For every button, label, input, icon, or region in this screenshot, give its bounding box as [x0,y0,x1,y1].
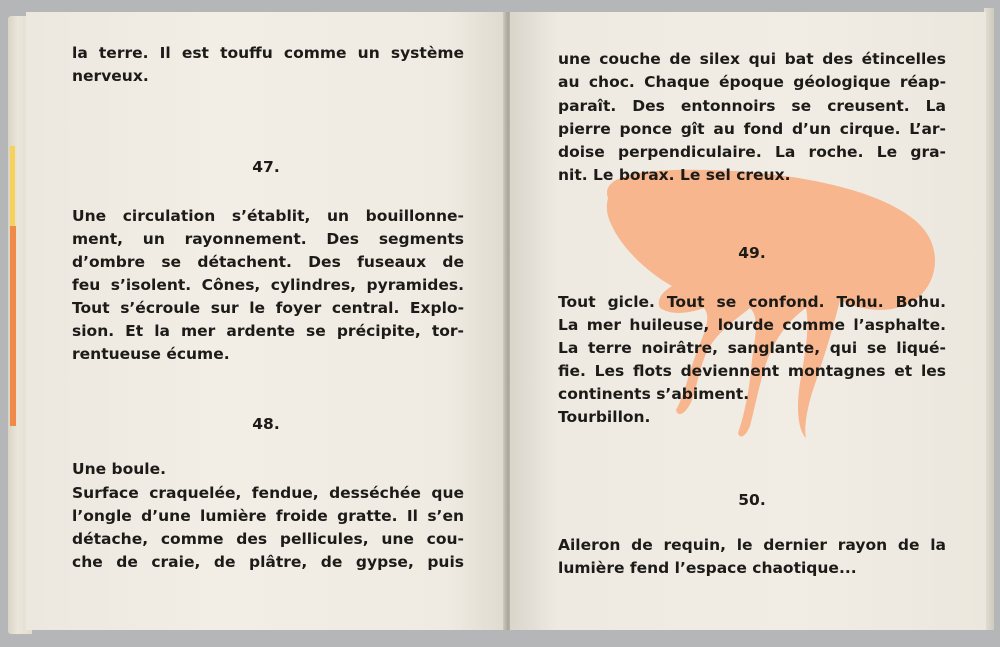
section-number-49: 49. [738,244,766,262]
right-carry-line-6: nit. Le borax. Le sel creux. [558,166,791,184]
text-line: che de craie, de plâtre, de gypse, puis [72,553,464,571]
text-line: La terre noirâtre, sanglante, qui se liqué- [558,339,946,357]
text-line: fie. Les flots deviennent montagnes et les [558,362,946,380]
text-line: sion. Et la mer ardente se précipite, tor- [72,322,464,340]
text-line: ment, un rayonnement. Des segments [72,230,464,248]
section-number-47: 47. [252,158,280,176]
text-line: l’ongle d’une lumière froide gratte. Il s’en [72,507,464,525]
text-line: feu s’isolent. Cônes, cylindres, pyramides. [72,276,464,294]
text-line: lumière fend l’espace chaotique... [558,559,857,577]
text-line: Aileron de requin, le dernier rayon de la [558,536,946,554]
text-line: Une circulation s’établit, un bouillonne- [72,207,464,225]
section-number-48: 48. [252,415,280,433]
right-carry-line-3: paraît. Des entonnoirs se creusent. La [558,97,946,115]
orange-page-edge [10,226,16,426]
text-line: détache, comme des pellicules, une cou- [72,530,464,548]
text-line: La mer huileuse, lourde comme l’asphalte. [558,316,946,334]
left-carry-line-2: nerveux. [72,67,149,85]
right-carry-line-4: pierre ponce gît au fond d’un cirque. L’ar- [558,120,946,138]
right-carry-line-2: au choc. Chaque époque géologique réap- [558,73,946,91]
yellow-page-edge [10,146,15,226]
text-line: rentueuse écume. [72,345,230,363]
text-line: Surface craquelée, fendue, desséchée que [72,484,464,502]
section-number-50: 50. [738,491,766,509]
text-line: Tourbillon. [558,408,651,426]
right-carry-line-5: doise perpendiculaire. La roche. Le gra- [558,143,946,161]
left-carry-line-1: la terre. Il est touffu comme un système [72,44,464,62]
text-line: Une boule. [72,460,167,478]
text-line: continents s’abiment. [558,385,750,403]
text-line: Tout gicle. Tout se confond. Tohu. Bohu. [558,293,946,311]
right-carry-line-1: une couche de silex qui bat des étincelles [558,50,946,68]
text-line: Tout s’écroule sur le foyer central. Explo- [72,299,464,317]
text-line: d’ombre se détachent. Des fuseaux de [72,253,464,271]
